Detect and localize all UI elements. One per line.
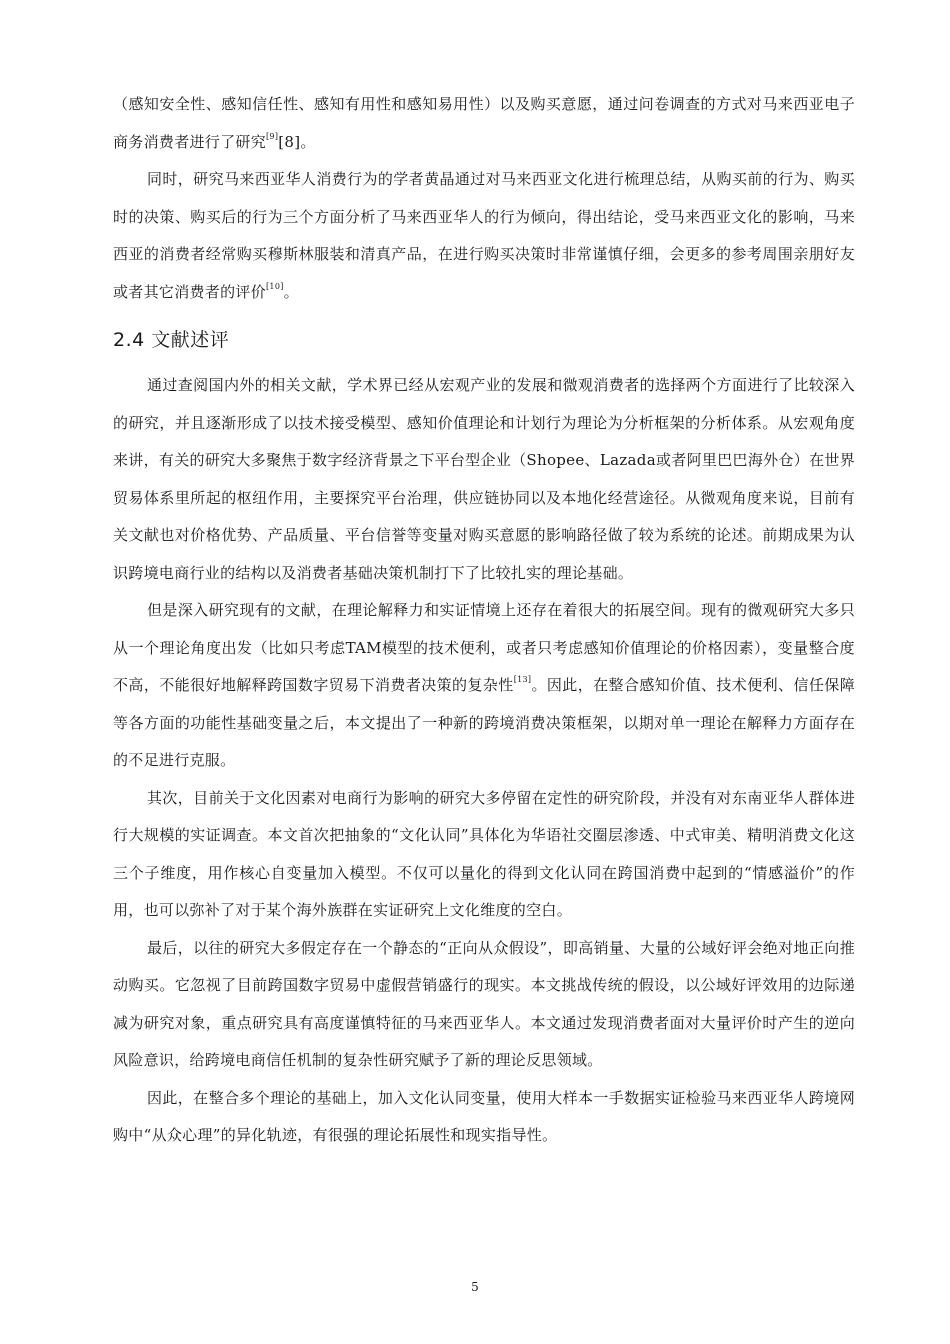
paragraph-continuation [113, 86, 855, 161]
citation-superscript: [13] [513, 675, 532, 684]
paragraph-tail: 。 [283, 282, 299, 301]
page-number: 5 [471, 1280, 479, 1294]
paragraph-tail: [8]。 [278, 132, 316, 151]
paragraph-tail: 。因此，在整合感知价值、技术便利、信任保障等各方面的功能性基础变量之后，本文提出了一种新的跨境消费决策框架，以期对单一理论在解释力方面存在的不足进行克服。 [113, 676, 855, 769]
paragraph-huangjing [113, 161, 855, 311]
paragraph-text: 但是深入研究现有的文献，在理论解释力和实证情境上还存在着很大的拓展空间。现有的微观研究大多只从一个理论角度出发（比如只考虑TAM模型的技术便利，或者只考虑感知价值理论的价格因素），变量整合度不高，不能很好地解释跨国数字贸易下消费者决策的复杂性 [113, 601, 855, 694]
paragraph-review-4: 最后，以往的研究大多假定存在一个静态的“正向从众假设”，即高销量、大量的公域好评会绝对地正向推动购买。它忽视了目前跨国数字贸易中虚假营销盛行的现实。本文挑战传统的假设，以公域好评效用的边际递减为研究对象，重点研究具有高度谨慎特征的马来西亚华人。本文通过发现消费者面对大量评价时产生的逆向风险意识，给跨境电商信任机制的复杂性研究赋予了新的理论反思领域。 [113, 938, 855, 1069]
document-page [113, 86, 855, 1155]
section-heading: 2.4 文献述评 [113, 329, 230, 351]
paragraph-text: （感知安全性、感知信任性、感知有用性和感知易用性）以及购买意愿，通过问卷调查的方式对马来西亚电子商务消费者进行了研究 [113, 95, 855, 151]
citation-superscript: [10] [266, 281, 284, 291]
paragraph-review-5: 因此，在整合多个理论的基础上，加入文化认同变量，使用大样本一手数据实证检验马来西亚华人跨境网购中“从众心理”的异化轨迹，有很强的理论拓展性和现实指导性。 [113, 1088, 855, 1144]
paragraph-review-1: 通过查阅国内外的相关文献，学术界已经从宏观产业的发展和微观消费者的选择两个方面进行了比较深入的研究，并且逐渐形成了以技术接受模型、感知价值理论和计划行为理论为分析框架的分析体系。从宏观角度来讲，有关的研究大多聚焦于数字经济背景之下平台型企业（Shopee、Lazada或者阿里巴巴海外仓）在世界贸易体系里所起的枢纽作用，主要探究平台治理，供应链协同以及本地化经营途径。从微观角度来说，目前有关文献也对价格优势、产品质量、平台信誉等变量对购买意愿的影响路径做了较为系统的论述。前期成果为认识跨境电商行业的结构以及消费者基础决策机制打下了比较扎实的理论基础。 [113, 376, 855, 582]
paragraph-review-3: 其次，目前关于文化因素对电商行为影响的研究大多停留在定性的研究阶段，并没有对东南亚华人群体进行大规模的实证调查。本文首次把抽象的“文化认同”具体化为华语社交圈层渗透、中式审美、精明消费文化这三个子维度，用作核心自变量加入模型。不仅可以量化的得到文化认同在跨国消费中起到的“情感溢价”的作用，也可以弥补了对于某个海外族群在实证研究上文化维度的空白。 [113, 788, 855, 919]
paragraph-review-2 [113, 592, 855, 780]
citation-superscript: [9] [266, 131, 279, 141]
paragraph-text: 同时，研究马来西亚华人消费行为的学者黄晶通过对马来西亚文化进行梳理总结，从购买前的行为、购买时的决策、购买后的行为三个方面分析了马来西亚华人的行为倾向，得出结论，受马来西亚文化的影响，马来西亚的消费者经常购买穆斯林服装和清真产品，在进行购买决策时非常谨慎仔细，会更多的参考周围亲朋好友或者其它消费者的评价 [113, 170, 855, 301]
